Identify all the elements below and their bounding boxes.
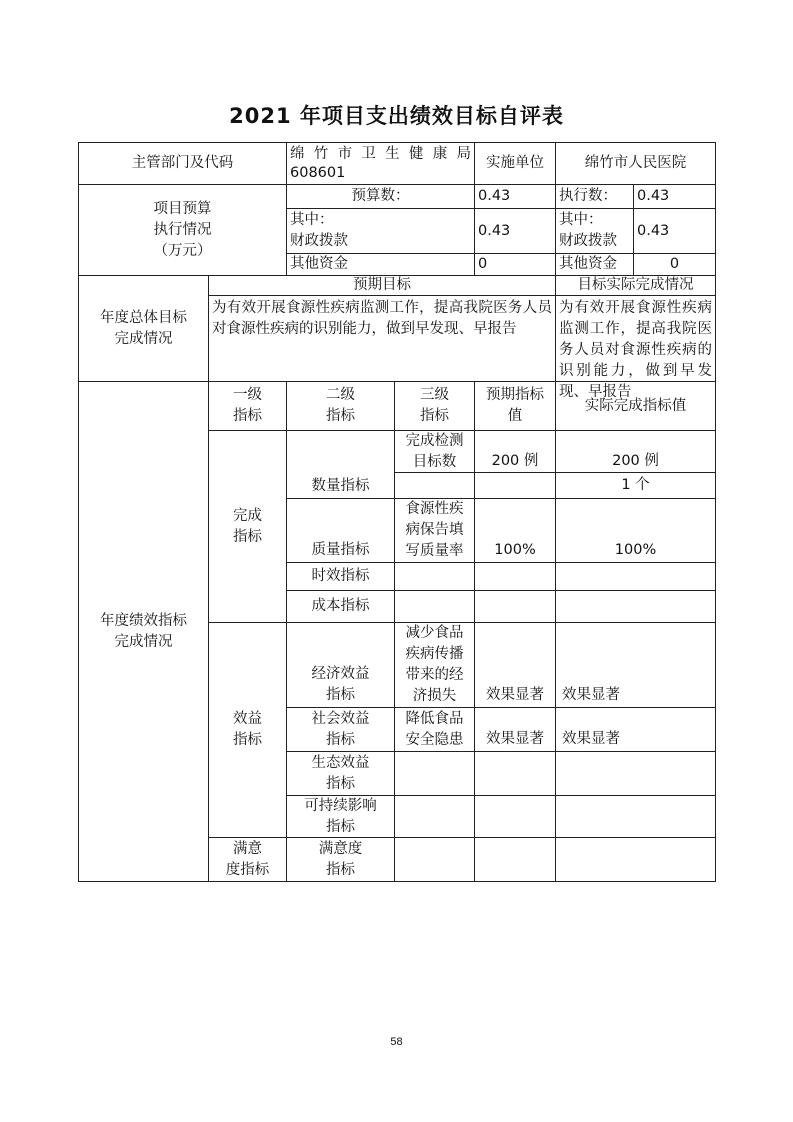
indicators-label-cell xyxy=(78,381,209,882)
indicators-label-1: 年度绩效指标 xyxy=(100,612,187,629)
annual-label-1: 年度总体目标 xyxy=(100,309,187,326)
unit-label: 实施单位 xyxy=(486,155,544,171)
actual-header: 目标实际完成情况 xyxy=(577,277,694,293)
timeliness-l3-blank xyxy=(394,562,475,591)
sustainable-a: 可持续影响 xyxy=(304,797,377,814)
exec-fin-value: 0.43 xyxy=(637,222,670,239)
timeliness-actual-blank xyxy=(555,562,716,591)
quantity-l3-a: 完成检测 xyxy=(405,432,464,449)
budget-label-3: （万元） xyxy=(153,242,212,259)
benefit-cell xyxy=(208,622,287,838)
satisfaction-l3-blank xyxy=(394,837,475,882)
sustainable-expected-blank xyxy=(474,795,556,838)
h-level1-a: 一级 xyxy=(233,387,262,403)
satisfaction-actual-blank xyxy=(555,837,716,882)
exec-fin-label-cell xyxy=(555,208,634,254)
quality-actual: 100% xyxy=(614,542,657,558)
dept-label-cell xyxy=(78,142,287,185)
plan-fin-label-cell xyxy=(286,208,475,254)
page-title: 2021 年项目支出绩效目标自评表 xyxy=(229,104,564,128)
ecological-a: 生态效益 xyxy=(311,754,370,771)
quality-actual-cell xyxy=(555,498,716,563)
evaluation-table xyxy=(78,142,716,882)
dept-label: 主管部门及代码 xyxy=(131,155,234,171)
h-level3-b: 指标 xyxy=(420,408,449,424)
timeliness-cell xyxy=(286,562,395,591)
ecological-expected-blank xyxy=(474,751,556,796)
satisfaction-cell xyxy=(208,837,287,882)
ecological-l3-blank xyxy=(394,751,475,796)
unit-value-cell xyxy=(555,142,716,185)
quantity-expected-blank xyxy=(474,472,556,499)
satisfaction-l2-cell xyxy=(286,837,395,882)
satisfaction-expected-blank xyxy=(474,837,556,882)
ecological-actual-blank xyxy=(555,751,716,796)
quantity-cell xyxy=(286,430,395,499)
sustainable-cell xyxy=(286,795,395,838)
social-cell xyxy=(286,707,395,752)
timeliness-label: 时效指标 xyxy=(311,568,370,584)
satisfaction-l2-b: 指标 xyxy=(326,861,355,878)
quantity-actual-2-cell xyxy=(555,472,716,499)
quality-l3-b: 病保告填 xyxy=(405,522,464,538)
economic-expected: 效果显著 xyxy=(486,687,544,703)
other-plan-cell xyxy=(474,253,556,276)
plan-fin-label: 财政拨款 xyxy=(290,233,348,249)
economic-b: 指标 xyxy=(326,687,355,703)
exec-label-cell xyxy=(555,184,634,209)
quality-label: 质量指标 xyxy=(311,542,370,558)
dept-code: 608601 xyxy=(290,164,346,181)
actual-text: 为有效开展食源性疾病监测工作，提高我院医务人员对食源性疾病的识别能力，做到早发现、早报告 xyxy=(559,300,712,400)
quantity-l3-b: 目标数 xyxy=(412,453,457,470)
h-level2-cell xyxy=(286,381,395,431)
h-expected-cell xyxy=(474,381,556,431)
social-l3-b: 安全隐患 xyxy=(405,731,464,748)
h-level2-a: 二级 xyxy=(326,387,355,403)
completion-b: 指标 xyxy=(233,528,262,545)
sustainable-b: 指标 xyxy=(326,818,355,835)
other-exec-label: 其他资金 xyxy=(559,256,617,272)
h-level1-b: 指标 xyxy=(233,408,262,424)
unit-value: 绵竹市人民医院 xyxy=(584,155,687,171)
quantity-l3-cell xyxy=(394,430,475,473)
annual-label-cell xyxy=(78,275,209,382)
annual-label-2: 完成情况 xyxy=(114,330,173,347)
quality-l3-c: 写质量率 xyxy=(405,543,464,559)
economic-expected-cell xyxy=(474,622,556,708)
page-number: 58 xyxy=(390,1036,403,1048)
benefit-b: 指标 xyxy=(233,732,262,748)
social-actual-cell xyxy=(555,707,716,752)
economic-l3-cell xyxy=(394,622,475,708)
expected-text-cell xyxy=(208,295,556,382)
actual-text-cell xyxy=(555,295,716,400)
expected-header-cell xyxy=(208,275,556,296)
cost-label: 成本指标 xyxy=(311,598,370,614)
satisfaction-a: 满意 xyxy=(233,840,262,857)
exec-fin-label: 财政拨款 xyxy=(559,233,617,249)
exec-value-cell xyxy=(633,184,716,209)
social-a: 社会效益 xyxy=(311,710,370,727)
ecological-b: 指标 xyxy=(326,775,355,792)
quality-cell xyxy=(286,498,395,563)
quantity-actual: 200 例 xyxy=(612,453,659,469)
quantity-actual-2: 1 个 xyxy=(621,477,650,493)
budget-label-1: 项目预算 xyxy=(153,200,212,217)
ecological-cell xyxy=(286,751,395,796)
cost-cell xyxy=(286,590,395,623)
h-level3-a: 三级 xyxy=(420,387,449,403)
cost-l3-blank xyxy=(394,590,475,623)
exec-fin-value-cell xyxy=(633,208,716,254)
social-expected-cell xyxy=(474,707,556,752)
timeliness-expected-blank xyxy=(474,562,556,591)
economic-actual: 效果显著 xyxy=(562,687,620,703)
social-expected: 效果显著 xyxy=(486,731,544,747)
social-b: 指标 xyxy=(326,731,355,748)
indicators-label-2: 完成情况 xyxy=(114,633,173,650)
quantity-actual-cell xyxy=(555,430,716,473)
quantity-label: 数量指标 xyxy=(311,478,370,494)
economic-l3-d: 济损失 xyxy=(412,688,457,704)
benefit-a: 效益 xyxy=(233,711,262,727)
other-exec-label-cell xyxy=(555,253,634,276)
dept-value-cell xyxy=(286,142,475,185)
h-expected-a: 预期指标 xyxy=(486,387,544,403)
h-level3-cell xyxy=(394,381,475,431)
economic-l3-a: 减少食品 xyxy=(405,625,464,641)
sustainable-l3-blank xyxy=(394,795,475,838)
plan-value-cell xyxy=(474,184,556,209)
completion-cell xyxy=(208,430,287,623)
unit-label-cell xyxy=(474,142,556,185)
social-actual: 效果显著 xyxy=(562,731,620,747)
plan-fin-value-cell xyxy=(474,208,556,254)
other-plan-value: 0 xyxy=(478,256,488,272)
h-level1-cell xyxy=(208,381,287,431)
h-level2-b: 指标 xyxy=(326,408,355,424)
plan-value: 0.43 xyxy=(478,188,511,204)
expected-header: 预期目标 xyxy=(353,277,411,293)
sustainable-actual-blank xyxy=(555,795,716,838)
completion-a: 完成 xyxy=(233,507,262,524)
actual-header-cell xyxy=(555,275,716,296)
economic-actual-cell xyxy=(555,622,716,708)
plan-label-cell xyxy=(286,184,475,209)
dept-name: 绵竹市卫生健康局 xyxy=(290,145,471,162)
economic-l3-b: 疾病传播 xyxy=(405,646,464,662)
quality-expected-cell xyxy=(474,498,556,563)
economic-l3-c: 带来的经 xyxy=(405,667,464,683)
satisfaction-b: 度指标 xyxy=(225,861,270,878)
h-actual-cell xyxy=(555,381,716,431)
economic-cell xyxy=(286,622,395,708)
quality-l3-a: 食源性疾 xyxy=(405,501,464,517)
budget-label-2: 执行情况 xyxy=(153,221,212,238)
quantity-expected-cell xyxy=(474,430,556,473)
expected-text: 为有效开展食源性疾病监测工作，提高我院医务人员对食源性疾病的识别能力，做到早发现、早报告 xyxy=(212,300,552,337)
other-label-cell xyxy=(286,253,475,276)
quantity-l3-blank xyxy=(394,472,475,499)
economic-a: 经济效益 xyxy=(311,666,370,682)
quantity-expected: 200 例 xyxy=(491,453,539,469)
satisfaction-l2-a: 满意度 xyxy=(318,840,363,857)
quality-expected: 100% xyxy=(494,542,536,558)
social-l3-cell xyxy=(394,707,475,752)
exec-label: 执行数： xyxy=(559,188,617,204)
social-l3-a: 降低食品 xyxy=(405,710,464,727)
h-actual: 实际完成指标值 xyxy=(584,397,687,414)
cost-expected-blank xyxy=(474,590,556,623)
exec-among-label: 其中： xyxy=(559,212,603,228)
other-exec-cell xyxy=(633,253,716,276)
cost-actual-blank xyxy=(555,590,716,623)
other-label: 其他资金 xyxy=(290,256,348,272)
plan-label: 预算数： xyxy=(351,188,410,204)
other-exec-value: 0 xyxy=(669,256,680,272)
h-expected-b: 值 xyxy=(507,408,523,424)
exec-value: 0.43 xyxy=(637,188,670,204)
plan-among-label: 其中： xyxy=(290,212,334,228)
plan-fin-value: 0.43 xyxy=(478,222,511,239)
quality-l3-cell xyxy=(394,498,475,563)
budget-label-cell xyxy=(78,184,287,276)
